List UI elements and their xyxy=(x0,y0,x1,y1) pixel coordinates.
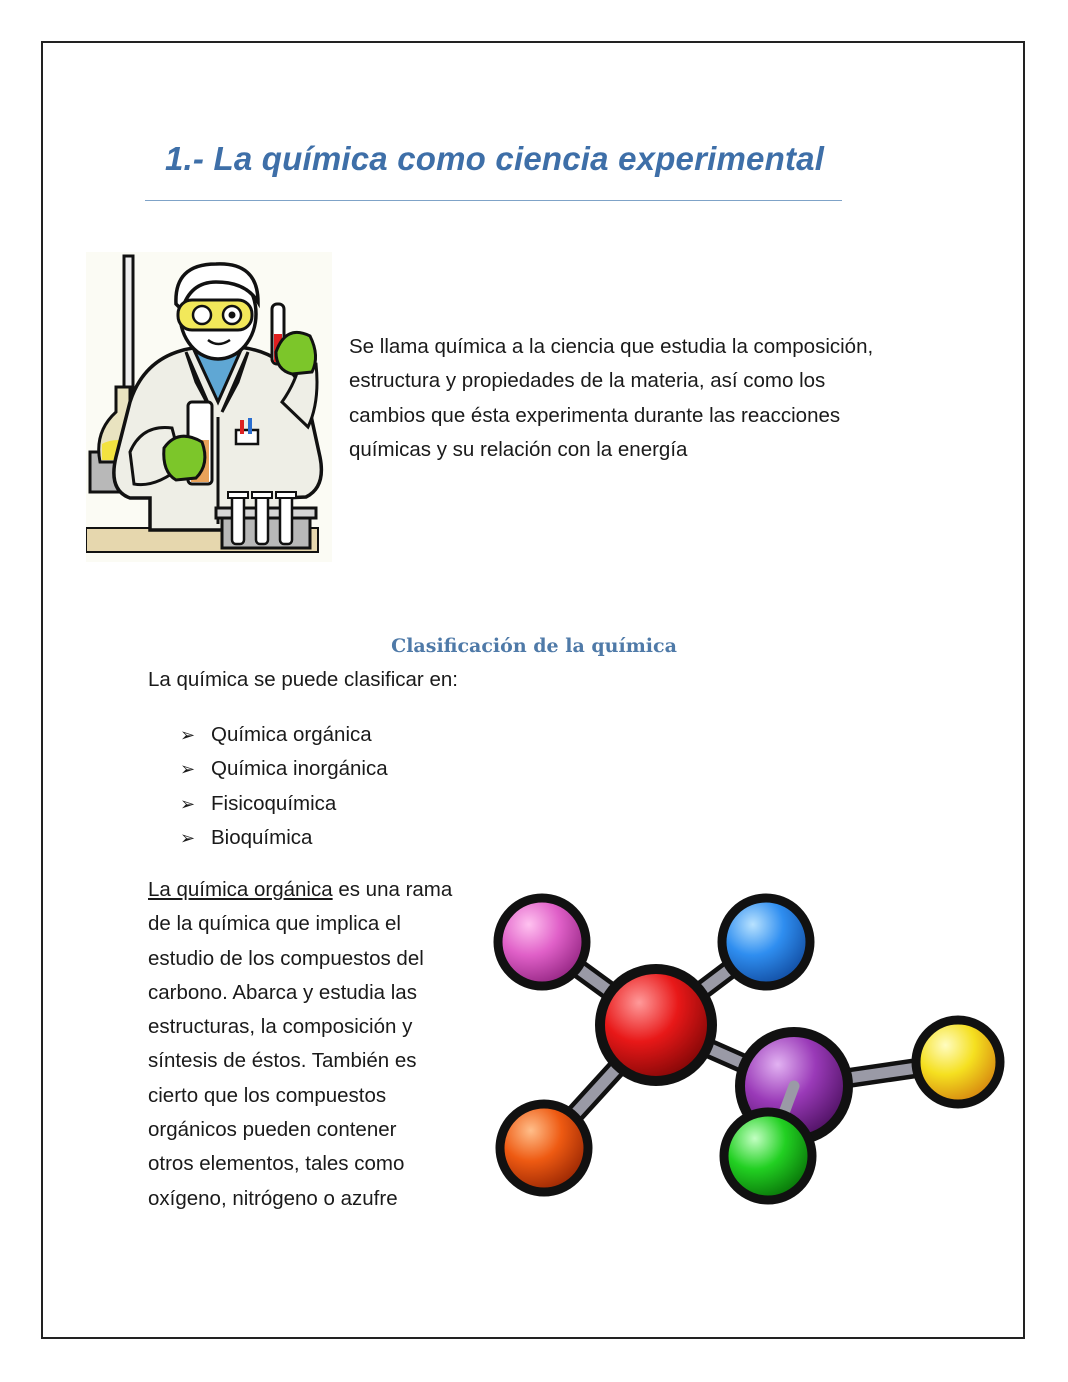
organic-term: La química orgánica xyxy=(148,878,333,901)
organic-line: de la química que implica el xyxy=(148,912,401,936)
intro-line: cambios que ésta experimenta durante las reacciones xyxy=(349,403,841,427)
organic-line: carbono. Abarca y estudia las xyxy=(148,980,417,1004)
organic-line: síntesis de éstos. También es xyxy=(148,1049,417,1073)
list-item xyxy=(180,787,388,821)
list-item xyxy=(180,752,388,786)
organic-line: orgánicos pueden contener xyxy=(148,1118,397,1142)
classification-list xyxy=(180,718,388,855)
arrow-bullet-icon: ➢ xyxy=(180,793,196,814)
organic-line: otros elementos, tales como xyxy=(148,1152,405,1176)
organic-line: oxígeno, nitrógeno o azufre xyxy=(148,1186,398,1210)
list-item xyxy=(180,718,388,752)
intro-line: estructura y propiedades de la materia, así como los xyxy=(349,369,826,393)
title-underline xyxy=(145,200,842,201)
atom-pink xyxy=(498,898,586,986)
arrow-bullet-icon: ➢ xyxy=(180,725,196,745)
intro-paragraph xyxy=(349,330,949,467)
atom-green xyxy=(724,1112,812,1200)
organic-line: cierto que los compuestos xyxy=(148,1083,387,1107)
arrow-bullet-icon: ➢ xyxy=(180,827,196,848)
atom-red-center xyxy=(600,969,712,1081)
atom-blue xyxy=(722,898,810,986)
organic-line xyxy=(148,873,488,907)
section-heading: Clasificación de la química xyxy=(391,635,677,657)
molecule-model-illustration xyxy=(488,880,1014,1212)
atom-yellow xyxy=(916,1020,1000,1104)
organic-line: estructuras, la composición y xyxy=(148,1015,413,1039)
organic-line-rest: es una rama xyxy=(332,878,453,901)
list-item-label: Química orgánica xyxy=(211,723,372,746)
intro-line: químicas y su relación con la energía xyxy=(349,437,688,461)
list-item-label: Bioquímica xyxy=(211,825,313,849)
classification-lead: La química se puede clasificar en: xyxy=(148,668,458,691)
atom-orange xyxy=(500,1104,588,1192)
scientist-illustration xyxy=(86,252,332,562)
list-item-label: Fisicoquímica xyxy=(211,791,337,815)
organic-line: estudio de los compuestos del xyxy=(148,946,424,970)
list-item xyxy=(180,821,388,855)
arrow-bullet-icon: ➢ xyxy=(180,759,196,780)
organic-chemistry-paragraph xyxy=(148,873,488,1216)
intro-line: Se llama química a la ciencia que estudia la composición, xyxy=(349,335,874,358)
list-item-label: Química inorgánica xyxy=(211,757,388,781)
page-title: 1.- La química como ciencia experimental xyxy=(165,140,825,177)
